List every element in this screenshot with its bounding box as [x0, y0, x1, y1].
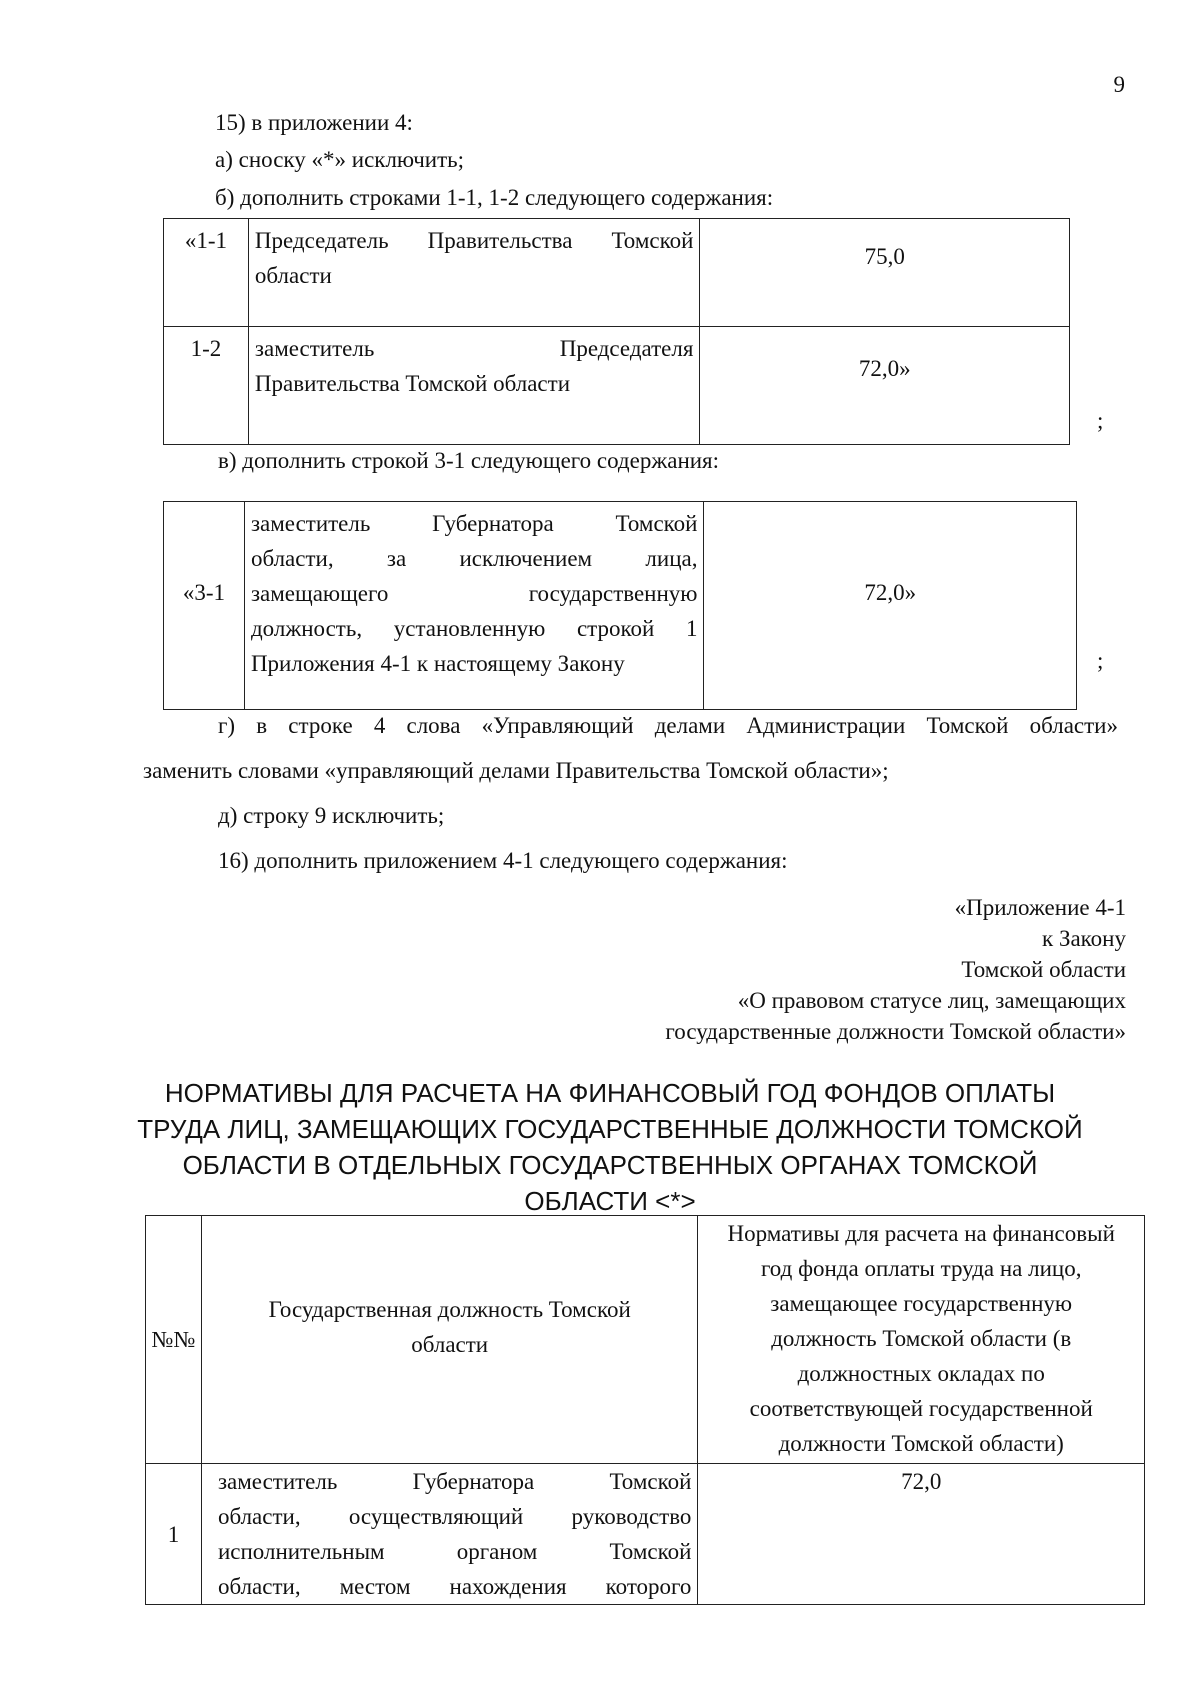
header-line: Нормативы для расчета на финансовый — [727, 1221, 1115, 1246]
paragraph-b: б) дополнить строками 1-1, 1-2 следующего содержания: — [215, 185, 774, 210]
position-line: области, за исключением лица, — [250, 546, 698, 571]
heading-line: ТРУДА ЛИЦ, ЗАМЕЩАЮЩИХ ГОСУДАРСТВЕННЫЕ ДОЛЖНОСТИ ТОМСКОЙ — [137, 1114, 1083, 1144]
value-cell: 72,0» — [704, 502, 1077, 710]
value-cell: 72,0» — [700, 327, 1070, 445]
heading-line: ОБЛАСТИ В ОТДЕЛЬНЫХ ГОСУДАРСТВЕННЫХ ОРГАНАХ ТОМСКОЙ — [182, 1150, 1038, 1180]
table-header-row — [146, 1216, 1145, 1464]
paragraph-15: 15) в приложении 4: — [215, 110, 413, 135]
paragraph-v: в) дополнить строкой 3-1 следующего содержания: — [218, 448, 720, 473]
appendix-line: Томской области — [961, 957, 1126, 982]
value-cell: 72,0 — [698, 1464, 1145, 1605]
position-cell — [201, 1464, 697, 1605]
header-num: №№ — [146, 1216, 202, 1464]
header-line: должность Томской области (в — [771, 1326, 1072, 1351]
paragraph-g-line-2: заменить словами «управляющий делами Правительства Томской области»; — [143, 758, 889, 783]
position-line: области, осуществляющий руководство — [217, 1504, 692, 1529]
position-cell — [248, 219, 700, 327]
header-line: год фонда оплаты труда на лицо, — [760, 1256, 1082, 1281]
position-line: заместитель Председателя — [254, 336, 694, 361]
position-line: должность, установленную строкой 1 — [250, 616, 698, 641]
position-line: замещающего государственную — [250, 581, 698, 606]
amendment-table-2 — [163, 501, 1077, 710]
position-cell — [244, 502, 704, 710]
table-row — [164, 502, 1077, 710]
norms-table — [145, 1215, 1145, 1605]
document-heading — [110, 1075, 1110, 1219]
position-line: Приложения 4-1 к настоящему Закону — [250, 651, 625, 676]
heading-line: ОБЛАСТИ <*> — [524, 1186, 696, 1216]
position-line: Председатель Правительства Томской — [254, 228, 694, 253]
row-number: «1-1 — [164, 219, 249, 327]
header-line: должности Томской области) — [778, 1431, 1064, 1456]
semicolon: ; — [1097, 648, 1104, 673]
appendix-line: государственные должности Томской области» — [665, 1019, 1126, 1044]
paragraph-16: 16) дополнить приложением 4-1 следующего содержания: — [218, 848, 788, 873]
row-number: 1 — [146, 1464, 202, 1605]
row-number: 1-2 — [164, 327, 249, 445]
header-line: области — [411, 1331, 489, 1357]
position-line: заместитель Губернатора Томской — [217, 1469, 692, 1494]
position-line: Правительства Томской области — [254, 371, 571, 396]
semicolon: ; — [1097, 408, 1104, 433]
table-row — [146, 1464, 1145, 1605]
appendix-line: «Приложение 4-1 — [954, 895, 1126, 920]
position-cell — [248, 327, 700, 445]
page-number: 9 — [1113, 72, 1125, 97]
appendix-reference — [665, 892, 1126, 1047]
paragraph-a: а) сноску «*» исключить; — [215, 147, 465, 172]
table-row — [164, 327, 1070, 445]
row-number: «3-1 — [164, 502, 245, 710]
header-line: замещающее государственную — [770, 1291, 1073, 1316]
header-line: Государственная должность Томской — [268, 1296, 631, 1322]
header-position — [201, 1216, 697, 1464]
table-row — [164, 219, 1070, 327]
position-line: области — [254, 263, 332, 288]
header-norm — [698, 1216, 1145, 1464]
amendment-table-1 — [163, 218, 1070, 445]
position-line: исполнительным органом Томской — [217, 1539, 692, 1564]
position-line: заместитель Губернатора Томской — [250, 511, 698, 536]
header-line: должностных окладах по — [797, 1361, 1045, 1386]
appendix-line: «О правовом статусе лиц, замещающих — [737, 988, 1126, 1013]
value-cell: 75,0 — [700, 219, 1070, 327]
paragraph-g-line-1: г) в строке 4 слова «Управляющий делами Администрации Томской области» — [218, 713, 1118, 738]
appendix-line: к Закону — [1042, 926, 1126, 951]
header-line: соответствующей государственной — [749, 1396, 1093, 1421]
position-line: области, местом нахождения которого — [217, 1574, 692, 1599]
paragraph-d: д) строку 9 исключить; — [218, 803, 445, 828]
heading-line: НОРМАТИВЫ ДЛЯ РАСЧЕТА НА ФИНАНСОВЫЙ ГОД ФОНДОВ ОПЛАТЫ — [164, 1078, 1056, 1108]
